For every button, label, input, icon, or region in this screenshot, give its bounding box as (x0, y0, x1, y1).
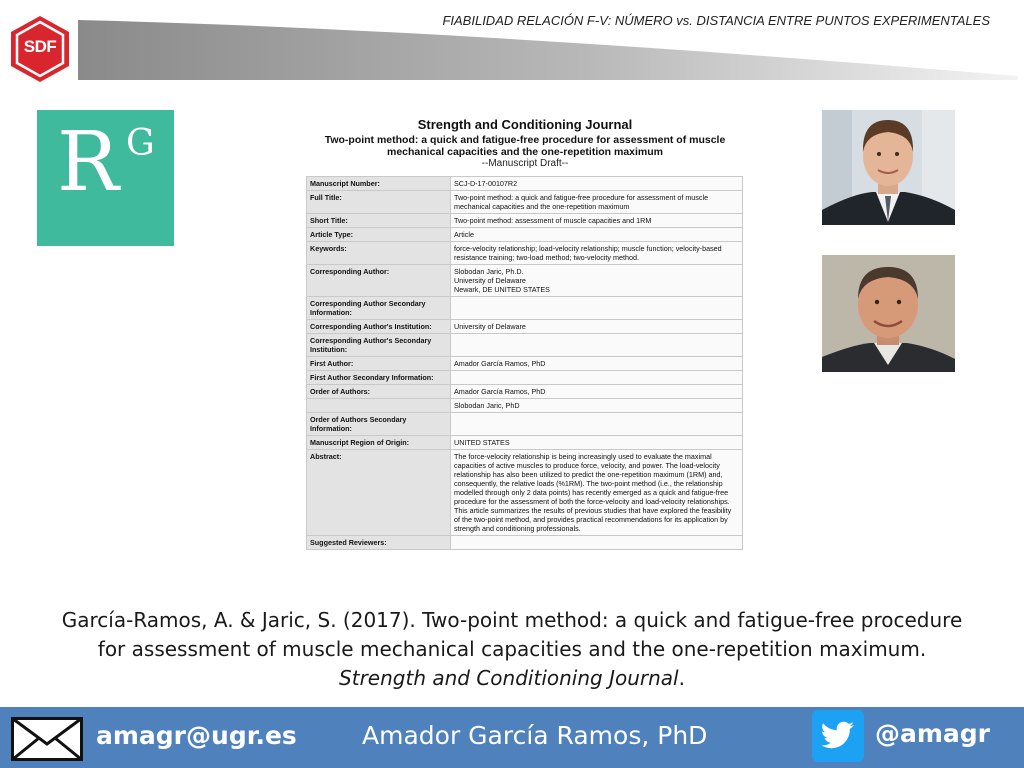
manuscript-row (307, 436, 743, 450)
portrait-image (822, 110, 955, 225)
citation (60, 606, 964, 693)
author-photo-older-man (822, 255, 955, 372)
manuscript-row (307, 450, 743, 536)
manuscript-field-label: First Author: (307, 357, 451, 371)
researchgate-letter-g: G (126, 123, 155, 164)
manuscript-row (307, 214, 743, 228)
manuscript-row (307, 385, 743, 399)
manuscript-field-value (451, 334, 743, 357)
manuscript-field-label: Short Title: (307, 214, 451, 228)
manuscript-field-value: UNITED STATES (451, 436, 743, 450)
manuscript-field-label (307, 399, 451, 413)
citation-end: . (678, 666, 685, 690)
footer-bar (0, 707, 1024, 768)
manuscript-title: Two-point method: a quick and fatigue-free procedure for assessment of muscle mechanical capacities and the one-repetition maximum (324, 134, 726, 158)
manuscript-field-label: Corresponding Author's Secondary Institution: (307, 334, 451, 357)
manuscript-field-value (451, 371, 743, 385)
manuscript-row (307, 371, 743, 385)
manuscript-row (307, 536, 743, 550)
researchgate-letter-r: R (57, 115, 119, 210)
manuscript-document (306, 113, 744, 593)
manuscript-field-value (451, 297, 743, 320)
manuscript-field-value: Article (451, 228, 743, 242)
draft-label: --Manuscript Draft-- (481, 158, 569, 169)
mail-icon (11, 717, 83, 761)
researchgate-logo (37, 110, 174, 246)
manuscript-row (307, 334, 743, 357)
manuscript-field-value: Amador García Ramos, PhD (451, 385, 743, 399)
manuscript-row (307, 399, 743, 413)
manuscript-row (307, 242, 743, 265)
manuscript-field-value: Amador García Ramos, PhD (451, 357, 743, 371)
manuscript-row (307, 357, 743, 371)
manuscript-field-label: Corresponding Author: (307, 265, 451, 297)
manuscript-field-label: Abstract: (307, 450, 451, 536)
portrait-image (822, 255, 955, 372)
slide-title: FIABILIDAD RELACIÓN F-V: NÚMERO vs. DISTANCIA ENTRE PUNTOS EXPERIMENTALES (442, 13, 990, 28)
footer-twitter-handle[interactable]: @amagr (875, 719, 991, 748)
manuscript-field-value (451, 413, 743, 436)
journal-title: Strength and Conditioning Journal (417, 117, 633, 132)
manuscript-field-value: The force-velocity relationship is being increasingly used to evaluate the maximal capacities of active muscles to produce force, velocity, and power. The load-velocity relationship has also been utilized to predict the one-repetition maximum (1RM) and, consequently, the relative loads (%1RM). The two-point method (i.e., the relationship modelled through only 2 data points) has recently emerged as a quick and fatigue-free procedure for the assessment of both the force-velocity and load-velocity relationships. This article summarizes the results of previous studies that have explored the feasibility of the two-point method, and provides practical recommendations for its application by strength and conditioning professionals. (451, 450, 743, 536)
manuscript-field-value: SCJ-D-17-00107R2 (451, 177, 743, 191)
manuscript-field-label: Order of Authors Secondary Information: (307, 413, 451, 436)
manuscript-field-label: Manuscript Number: (307, 177, 451, 191)
manuscript-field-label: Corresponding Author Secondary Information: (307, 297, 451, 320)
manuscript-field-value (451, 536, 743, 550)
manuscript-field-value: force-velocity relationship; load-velocity relationship; muscle function; velocity-based resistance training; two-load method; two-velocity method. (451, 242, 743, 265)
manuscript-row (307, 320, 743, 334)
manuscript-row (307, 297, 743, 320)
footer-email[interactable]: amagr@ugr.es (96, 721, 297, 750)
manuscript-field-label: Manuscript Region of Origin: (307, 436, 451, 450)
manuscript-field-value: Slobodan Jaric, Ph.D. University of Delaware Newark, DE UNITED STATES (451, 265, 743, 297)
sdf-logo-text: SDF (23, 37, 57, 56)
manuscript-field-label: First Author Secondary Information: (307, 371, 451, 385)
author-photo-young-man (822, 110, 955, 225)
footer-author-name: Amador García Ramos, PhD (362, 721, 708, 750)
manuscript-field-value: University of Delaware (451, 320, 743, 334)
manuscript-field-value: Two-point method: a quick and fatigue-free procedure for assessment of muscle mechanical capacities and the one-repetition maximum (451, 191, 743, 214)
manuscript-row (307, 228, 743, 242)
manuscript-field-label: Article Type: (307, 228, 451, 242)
manuscript-row (307, 191, 743, 214)
sdf-logo (8, 14, 72, 84)
manuscript-row (307, 265, 743, 297)
manuscript-field-label: Order of Authors: (307, 385, 451, 399)
twitter-icon[interactable] (812, 710, 864, 762)
manuscript-field-label: Suggested Reviewers: (307, 536, 451, 550)
manuscript-row (307, 177, 743, 191)
manuscript-field-label: Full Title: (307, 191, 451, 214)
manuscript-row (307, 413, 743, 436)
manuscript-field-label: Keywords: (307, 242, 451, 265)
citation-journal: Strength and Conditioning Journal (339, 666, 679, 690)
manuscript-field-value: Slobodan Jaric, PhD (451, 399, 743, 413)
citation-text: García-Ramos, A. & Jaric, S. (2017). Two-point method: a quick and fatigue-free procedure for assessment of muscle mechanical capacities and the one-repetition maximum. (61, 608, 963, 661)
manuscript-field-label: Corresponding Author's Institution: (307, 320, 451, 334)
manuscript-info-table (306, 176, 743, 550)
manuscript-field-value: Two-point method: assessment of muscle capacities and 1RM (451, 214, 743, 228)
